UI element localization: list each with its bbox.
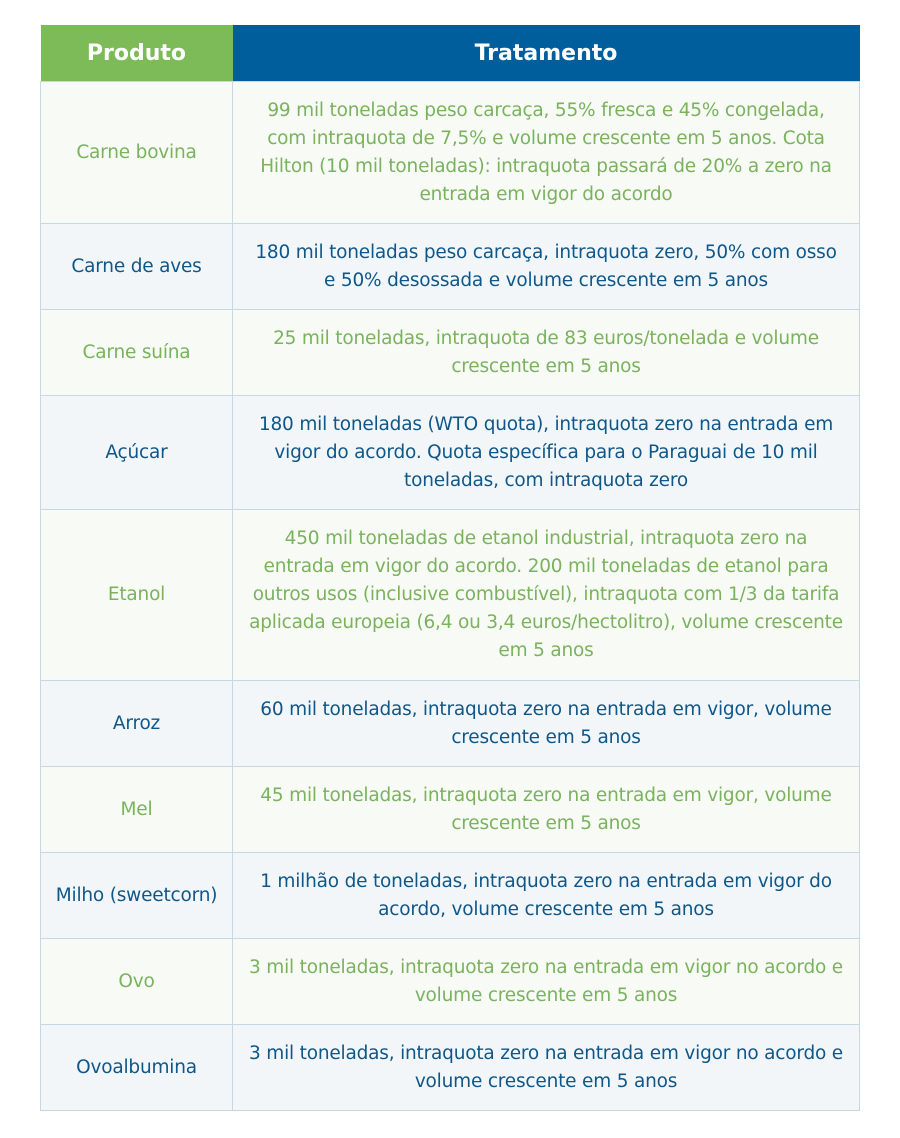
quota-table: [40, 25, 860, 1111]
produto-cell: Ovoalbumina: [41, 1025, 233, 1111]
table-row: [41, 681, 860, 767]
produto-cell: Milho (sweetcorn): [41, 853, 233, 939]
tratamento-cell: 180 mil toneladas peso carcaça, intraquota zero, 50% com osso e 50% desossada e volume crescente em 5 anos: [233, 224, 860, 310]
produto-cell: Carne bovina: [41, 82, 233, 224]
produto-cell: Açúcar: [41, 396, 233, 510]
header-row: [41, 25, 860, 82]
produto-cell: Mel: [41, 767, 233, 853]
table-row: [41, 82, 860, 224]
tratamento-cell: 450 mil toneladas de etanol industrial, intraquota zero na entrada em vigor do acordo. 200 mil toneladas de etanol para outros usos (inclusive combustível), intraquota com 1/3 da tarifa aplicada europeia (6,4 ou 3,4 euros/hectolitro), volume crescente em 5 anos: [233, 510, 860, 681]
table-row: [41, 767, 860, 853]
tratamento-cell: 180 mil toneladas (WTO quota), intraquota zero na entrada em vigor do acordo. Quota específica para o Paraguai de 10 mil toneladas, com intraquota zero: [233, 396, 860, 510]
table-row: [41, 396, 860, 510]
table-row: [41, 310, 860, 396]
produto-cell: Etanol: [41, 510, 233, 681]
produto-cell: Ovo: [41, 939, 233, 1025]
table-body: [41, 82, 860, 1111]
produto-cell: Carne de aves: [41, 224, 233, 310]
tratamento-cell: 1 milhão de toneladas, intraquota zero na entrada em vigor do acordo, volume crescente em 5 anos: [233, 853, 860, 939]
tratamento-cell: 3 mil toneladas, intraquota zero na entrada em vigor no acordo e volume crescente em 5 anos: [233, 1025, 860, 1111]
table-row: [41, 224, 860, 310]
header-tratamento: Tratamento: [233, 25, 860, 82]
tratamento-cell: 25 mil toneladas, intraquota de 83 euros/tonelada e volume crescente em 5 anos: [233, 310, 860, 396]
produto-cell: Arroz: [41, 681, 233, 767]
tratamento-cell: 99 mil toneladas peso carcaça, 55% fresca e 45% congelada, com intraquota de 7,5% e volume crescente em 5 anos. Cota Hilton (10 mil toneladas): intraquota passará de 20% a zero na entrada em vigor do acordo: [233, 82, 860, 224]
tratamento-cell: 60 mil toneladas, intraquota zero na entrada em vigor, volume crescente em 5 anos: [233, 681, 860, 767]
table-row: [41, 510, 860, 681]
produto-cell: Carne suína: [41, 310, 233, 396]
tratamento-cell: 45 mil toneladas, intraquota zero na entrada em vigor, volume crescente em 5 anos: [233, 767, 860, 853]
table-row: [41, 1025, 860, 1111]
tratamento-cell: 3 mil toneladas, intraquota zero na entrada em vigor no acordo e volume crescente em 5 anos: [233, 939, 860, 1025]
header-produto: Produto: [41, 25, 233, 82]
table-row: [41, 853, 860, 939]
table-row: [41, 939, 860, 1025]
